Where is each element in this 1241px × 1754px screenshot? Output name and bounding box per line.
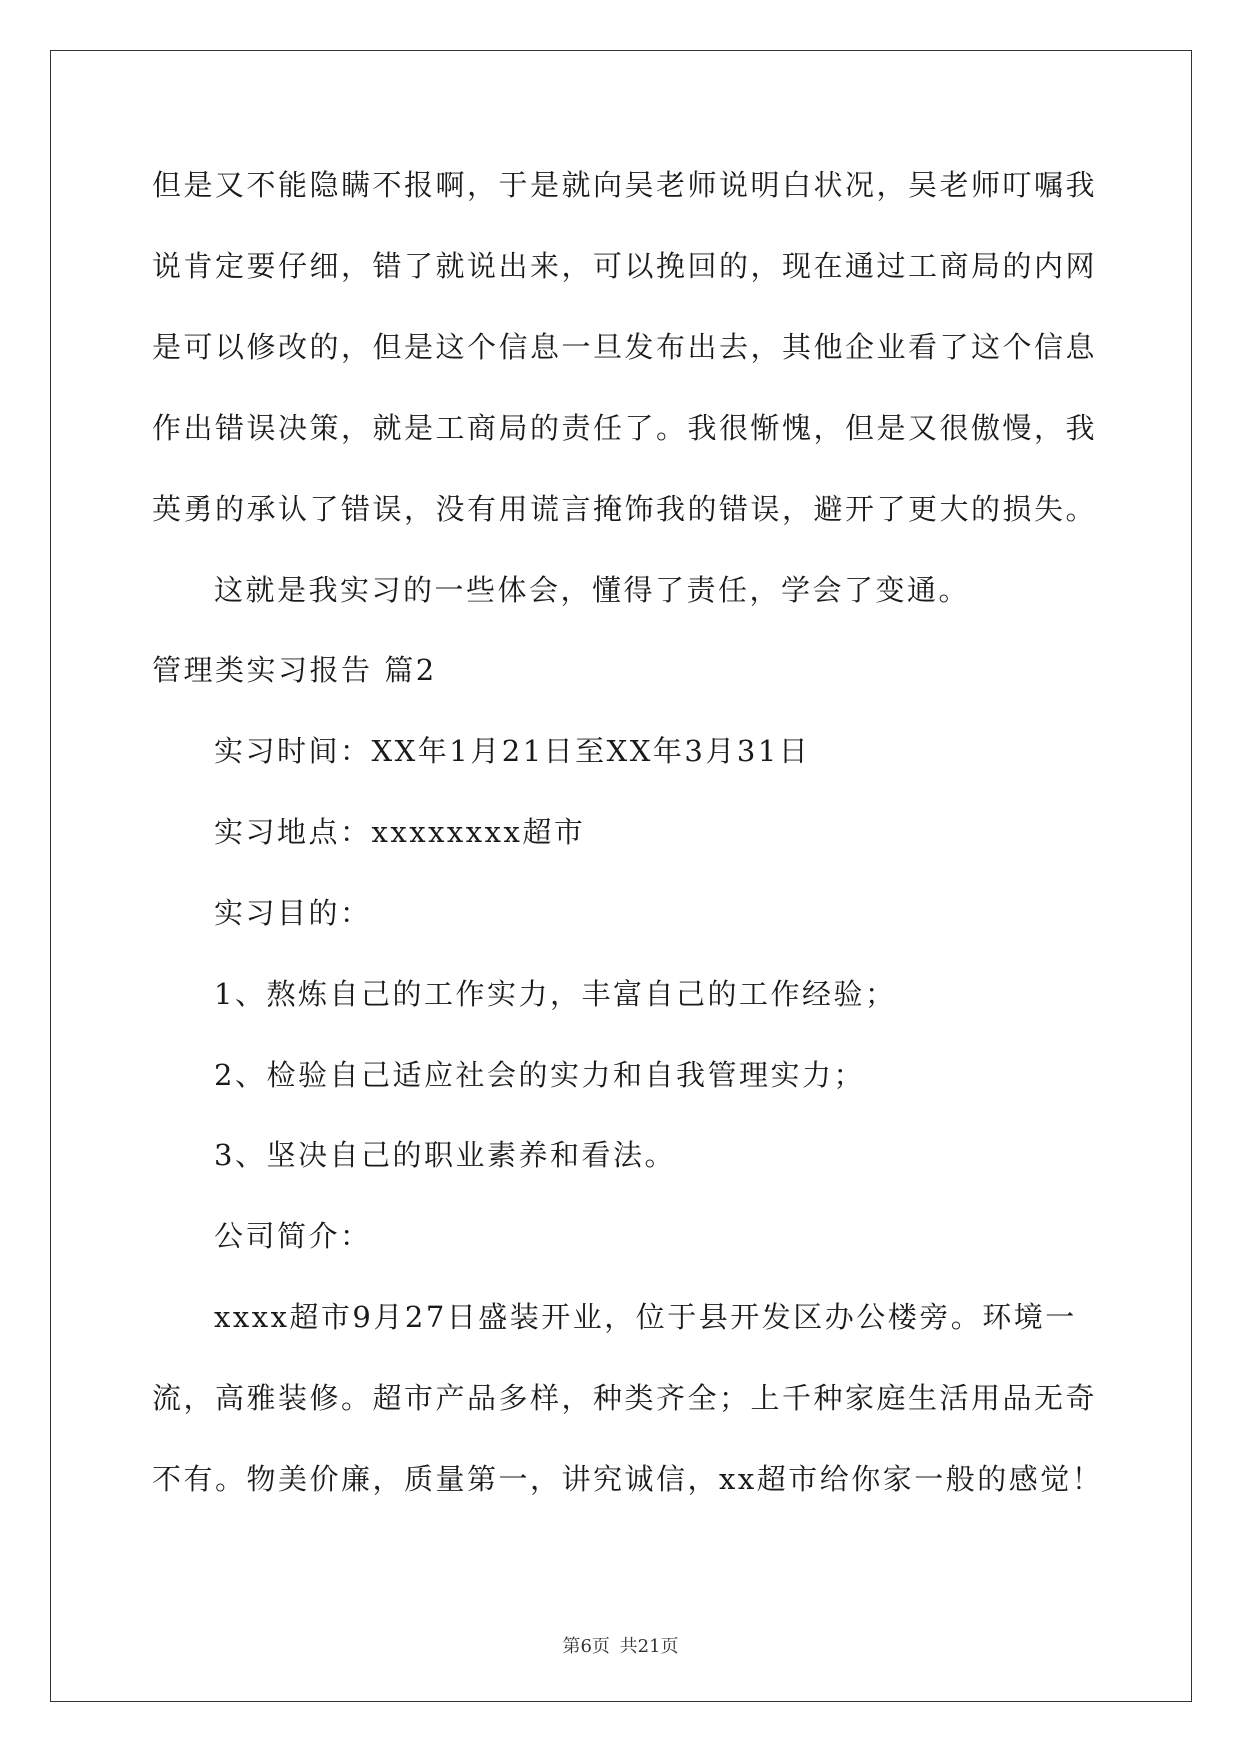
- page-total: 共21页: [619, 1636, 679, 1657]
- paragraph-line: 不有。物美价廉，质量第一，讲究诚信，xx超市给你家一般的感觉！: [152, 1462, 1104, 1496]
- internship-location: 实习地点：xxxxxxxx超市: [214, 815, 586, 849]
- purpose-item: 2、检验自己适应社会的实力和自我管理实力；: [214, 1058, 865, 1092]
- purpose-item: 3、坚决自己的职业素养和看法。: [214, 1138, 676, 1172]
- internship-purpose-label: 实习目的：: [214, 896, 372, 930]
- page-footer: [0, 1632, 1241, 1658]
- section-heading: 管理类实习报告 篇2: [152, 653, 437, 687]
- paragraph-line: xxxx超市9月27日盛装开业，位于县开发区办公楼旁。环境一: [214, 1300, 1077, 1334]
- paragraph-line: 作出错误决策，就是工商局的责任了。我很惭愧，但是又很傲慢，我: [152, 411, 1098, 445]
- paragraph-line: 但是又不能隐瞒不报啊，于是就向吴老师说明白状况，吴老师叮嘱我: [152, 168, 1098, 202]
- company-intro-label: 公司简介：: [214, 1219, 372, 1253]
- paragraph-line: 是可以修改的，但是这个信息一旦发布出去，其他企业看了这个信息: [152, 330, 1098, 364]
- page-number: 第6页: [562, 1636, 610, 1657]
- page-border: [50, 50, 1192, 1702]
- purpose-item: 1、熬炼自己的工作实力，丰富自己的工作经验；: [214, 977, 897, 1011]
- internship-time: 实习时间：XX年1月21日至XX年3月31日: [214, 734, 811, 768]
- paragraph-line: 这就是我实习的一些体会，懂得了责任，学会了变通。: [214, 573, 971, 607]
- paragraph-line: 英勇的承认了错误，没有用谎言掩饰我的错误，避开了更大的损失。: [152, 492, 1098, 526]
- paragraph-line: 流，高雅装修。超市产品多样，种类齐全；上千种家庭生活用品无奇: [152, 1381, 1098, 1415]
- paragraph-line: 说肯定要仔细，错了就说出来，可以挽回的，现在通过工商局的内网: [152, 249, 1098, 283]
